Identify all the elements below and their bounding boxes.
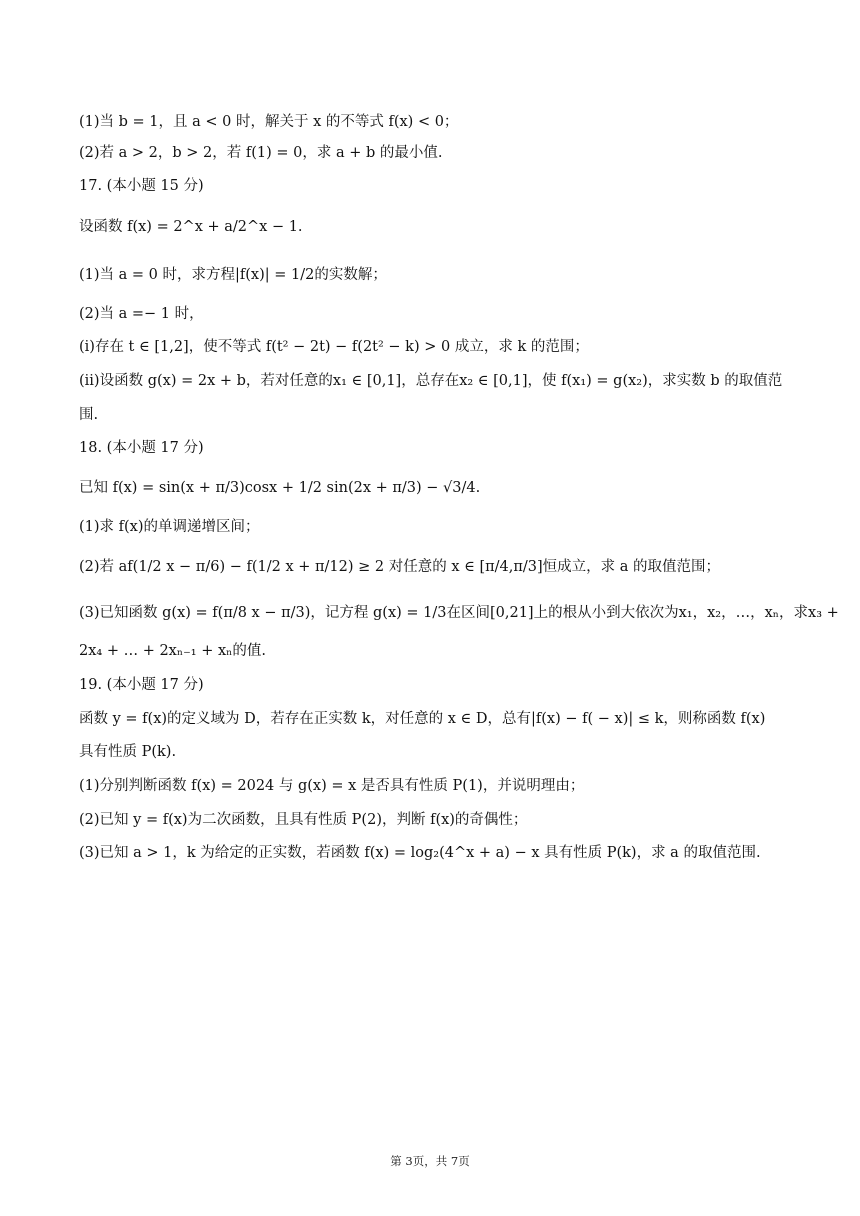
q18-part3: (3)已知函数 g(x) = f(π/8 x − π/3)，记方程 g(x) = 1/3在区间[0,21]上的根从小到大依次为x₁，x₂，…，xₙ，求x₃ + <box>79 605 839 621</box>
q17-part2: (2)当 a =− 1 时， <box>79 306 204 322</box>
q17-part1: (1)当 a = 0 时，求方程|f(x)| = 1/2的实数解； <box>79 267 387 283</box>
q17-part2-ii: (ⅱ)设函数 g(x) = 2x + b，若对任意的x₁ ∈ [0,1]，总存在x₂ ∈ [0,1]，使 f(x₁) = g(x₂)，求实数 b 的取值范 <box>79 373 783 389</box>
q17-definition: 设函数 f(x) = 2^x + a/2^x − 1. <box>79 219 303 235</box>
q19-part2: (2)已知 y = f(x)为二次函数，且具有性质 P(2)，判断 f(x)的奇偶性； <box>79 812 528 828</box>
q16-part1: (1)当 b = 1，且 a < 0 时，解关于 x 的不等式 f(x) < 0； <box>79 114 459 130</box>
q19-header: 19. (本小题 17 分) <box>79 677 204 693</box>
q18-header: 18. (本小题 17 分) <box>79 440 204 456</box>
q19-definition: 函数 y = f(x)的定义域为 D，若存在正实数 k，对任意的 x ∈ D，总有|f(x) − f( − x)| ≤ k，则称函数 f(x) <box>79 711 766 727</box>
q18-part2: (2)若 af(1/2 x − π/6) − f(1/2 x + π/12) ≥ 2 对任意的 x ∈ [π/4,π/3]恒成立，求 a 的取值范围； <box>79 559 721 575</box>
q19-definition-cont: 具有性质 P(k). <box>79 744 177 760</box>
q18-definition: 已知 f(x) = sin(x + π/3)cosx + 1/2 sin(2x + π/3) − √3/4. <box>79 480 481 496</box>
q18-part3-cont: 2x₄ + … + 2xₙ₋₁ + xₙ的值. <box>79 643 267 659</box>
q18-part1: (1)求 f(x)的单调递增区间； <box>79 519 260 535</box>
q19-part3: (3)已知 a > 1，k 为给定的正实数，若函数 f(x) = log₂(4^x + a) − x 具有性质 P(k)，求 a 的取值范围. <box>79 845 761 861</box>
page-footer: 第 3页，共 7页 <box>390 1154 470 1168</box>
q17-part2-ii-cont: 围. <box>79 407 99 423</box>
q16-part2: (2)若 a > 2，b > 2，若 f(1) = 0，求 a + b 的最小值. <box>79 145 443 161</box>
q19-part1: (1)分别判断函数 f(x) = 2024 与 g(x) = x 是否具有性质 P(1)，并说明理由； <box>79 778 585 794</box>
q17-part2-i: (ⅰ)存在 t ∈ [1,2]，使不等式 f(t² − 2t) − f(2t² − k) > 0 成立，求 k 的范围； <box>79 339 589 355</box>
q17-header: 17. (本小题 15 分) <box>79 178 204 194</box>
